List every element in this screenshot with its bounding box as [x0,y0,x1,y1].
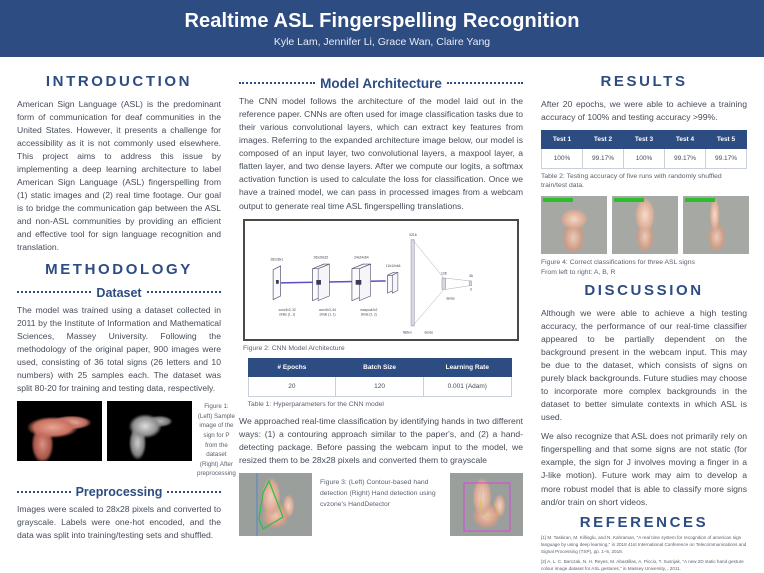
poster-body [0,57,764,573]
table-cell: 0.001 (Adam) [423,377,511,397]
references-heading: REFERENCES [579,513,709,531]
cnn-flatten-label: flatten [402,330,412,335]
methodology-heading: METHODOLOGY [45,261,193,279]
hand-sign-p-color-icon [17,401,102,461]
discussion-paragraph-2: We also recognize that ASL does not primarily rely on fingerspelling and that some signs are not static (for example, the sign for J involves moving a finger in a J-like motion). Future work may aim to develop a more robust model that is able to classify more signs and/or train on short videos. [541,431,747,507]
results-text: After 20 epochs, we were able to achieve a training accuracy of 100% and testing accuracy >99%. [541,98,747,122]
figure1 [17,401,236,479]
cnn-op-label-2b: stride (1, 1) [319,312,336,317]
table-header-cell: Learning Rate [423,359,511,377]
poster-title: Realtime ASL Fingerspelling Recognition [184,9,580,32]
cnn-layer-flatten [411,239,414,325]
figure4-image-sign-r [683,196,749,254]
cnn-shape-label-1: 26x26x32 [313,254,329,259]
cnn-shape-label-0: 28x28x1 [270,256,284,261]
table-row [248,377,511,397]
table-cell: 99.17% [665,148,706,168]
cnn-op-label-2: conv3x3, 64 [318,307,337,312]
dotted-rule-right [167,489,221,493]
reference-item-2: [2] A. L. C. Barczak, N. H. Reyes, M. Abastillas, A. Piccio, T. Susnjak, "A new 2D static hand gesture colour image dataset for ASL gestures," in Massey University, , 2011. [541,558,744,571]
table-header-cell: Test 5 [706,130,747,148]
realtime-classification-text: We approached real-time classification by identifying hands in two different ways: (1) a contouring approach similar to the paper's, and (2) a hand-detecting package. Before passing the webcam input to the model, we resized them to be 28x28 pixels and converted them to grayscale [239,415,523,466]
cnn-dense1-label: dense [446,296,455,301]
prediction-label-badge [685,198,715,202]
figure1-left-image [17,401,102,461]
poster-authors: Kyle Lam, Jennifer Li, Grace Wan, Claire Yang [273,35,491,48]
table-cell: 99.17% [583,148,624,168]
contour-overlay-icon [239,473,312,536]
table-header-cell: Batch Size [336,359,424,377]
dataset-text: The model was trained using a dataset collected in 2011 by the Institute of Information and Mathematical Sciences, Massey University. Following the methodology of the original paper, 900 images were used, consisting of 36 total signs (26 letters and 10 numbers) with 25 samples each. The dataset was split 80-20 for training and testing data, respectively. [17,304,221,394]
introduction-text: American Sign Language (ASL) is the predominant form of communication for deaf communities in the United States. However, it presents a challenge for accessibility as it is not commonly used elsewhere. This project aims to address this issue by implementing a deep learning architecture to label American Sign Language (ASL) fingerspelling from (1) static images and (2) real time footage. Our goal is to bridge the communication gap between the ASL and non-ASL communities by providing an efficient and effective tool for sign language recognition and translation. [17,98,221,253]
middle-column [231,66,531,573]
figure3-caption: Figure 3: (Left) Contour-based hand detection (Right) Hand detection using cvzone's HandDetector [320,479,436,509]
cnn-dense1-units: 128 [441,270,447,275]
cnn-op-label-3: maxpool2x2 [360,307,378,312]
bounding-box-overlay-icon [450,473,523,536]
table-cell: 120 [336,377,424,397]
cnn-op-label-1: conv3x3, 32 [278,307,296,312]
figure4-caption-line1: Figure 4: Correct classifications for three ASL signs [541,258,695,266]
table-header-row [248,359,511,377]
dotted-rule-left [239,80,315,84]
cnn-layer-maxpool [388,272,398,293]
table-row [542,148,747,168]
cnn-layer-input [273,265,281,299]
dotted-rule-right [147,289,221,293]
test-accuracy-table [541,130,747,169]
figure4-image-sign-b [612,196,678,254]
figure4-image-sign-a [541,196,607,254]
poster-header [0,0,764,57]
figure4-caption-line2: From left to right: A, B, R [541,268,616,276]
figure2-caption: Figure 2: CNN Model Architecture [243,344,345,352]
dotted-rule-left [17,489,71,493]
figure4 [541,196,747,254]
preprocessing-subheading [17,485,221,499]
figure1-right-image [107,401,192,461]
figure3 [239,473,523,536]
preprocessing-text: Images were scaled to 28x28 pixels and converted to grayscale. Labels were one-hot encoded, and the data was split into training/testing sets and shuffled. [17,504,221,541]
introduction-heading: INTRODUCTION [45,73,193,90]
dotted-rule-left [17,289,91,293]
table-header-cell: Test 4 [665,130,706,148]
table-header-cell: Test 1 [542,130,583,148]
cnn-op-label-1b: stride (1, 1) [279,312,296,317]
figure3-left-image [239,473,312,536]
dotted-rule-right [447,80,523,84]
table-cell: 20 [248,377,336,397]
table2-caption: Table 2: Testing accuracy of five runs with randomly shuffled train/test data. [541,172,722,190]
reference-item-1: [1] M. Taskiran, M. Killioglu, and N. Kahraman, "A real time system for recognition of american sign language by using deep learning," in 2018 41st International Conference on Telecommunications and Signal Processing (TSP), pp. 1–5, 2018. [541,535,747,554]
hyperparameters-table [248,358,512,397]
right-column [531,66,755,573]
results-heading: RESULTS [600,73,688,90]
discussion-paragraph-1: Although we were able to achieve a high testing accuracy, the performance of our real-time classifier appeared to be partially dependent on the background present in the webcam input. This may be due to the dataset, which consists of signs on purely black backgrounds. Future studies may choose to incorporate more complex backgrounds in the dataset to better simulate contexts in which ASL is used. [541,307,747,423]
table1-caption: Table 1: Hyperparameters for the CNN model [247,401,384,409]
cnn-op-label-3b: stride (2, 2) [360,312,377,317]
cnn-shape-label-2: 24x24x64 [354,254,369,259]
prediction-label-badge [614,198,644,202]
cnn-diagram-svg [245,221,517,339]
cnn-output-units: 0 [470,286,472,291]
cnn-flatten-units: 9216 [409,232,417,237]
cnn-dense0-label: dense [424,330,434,335]
table-header-cell: Test 2 [583,130,624,148]
table-header-row [542,130,747,148]
hand-sign-a-icon [541,196,607,254]
figure3-right-image [450,473,523,536]
cnn-layer-conv1 [313,264,330,301]
cnn-dense2-units: 36 [469,273,473,278]
hand-sign-r-icon [683,196,749,254]
table-header-cell: Test 3 [624,130,665,148]
table-cell: 100% [624,148,665,168]
dataset-subheading [17,286,221,300]
model-architecture-text: The CNN model follows the architecture of the model laid out in the reference paper. CNNs are often used for image classification tasks due to their various convolutional layers, which can extract key features from images. Referring to the expanded architecture image below, our model is composed of an input layer, two convolutional layers, a maxpool layer, a flatten layer, and two dense layers. After we compute our logits, a softmax activation function is used to calculate the loss for classification. Once we have a trained model, we can pass in processed images from a webcam output to generate real time ASL fingerspelling translations. [239,96,523,211]
figure4-caption [541,258,747,277]
table-header-cell: # Epochs [248,359,336,377]
figure1-caption: Figure 1: (Left) Sample image of the sign for P from the dataset (Right) After preprocessing [197,403,236,478]
figure2-cnn-architecture-diagram [243,219,519,341]
discussion-heading: DISCUSSION [584,282,704,300]
cnn-layer-dense1 [442,278,446,289]
dataset-subheading-label: Dataset [96,285,142,300]
prediction-label-badge [543,198,573,202]
hand-sign-b-icon [612,196,678,254]
model-architecture-subheading [239,76,523,91]
model-architecture-subheading-label: Model Architecture [320,76,442,91]
preprocessing-subheading-label: Preprocessing [75,485,163,500]
left-column [9,66,236,573]
cnn-layer-dense2 [469,281,471,286]
hand-sign-p-grayscale-icon [107,401,192,461]
cnn-shape-label-3: 12x12x64 [385,263,401,268]
table-cell: 99.17% [706,148,747,168]
cnn-layer-conv2 [352,264,371,301]
table-cell: 100% [542,148,583,168]
